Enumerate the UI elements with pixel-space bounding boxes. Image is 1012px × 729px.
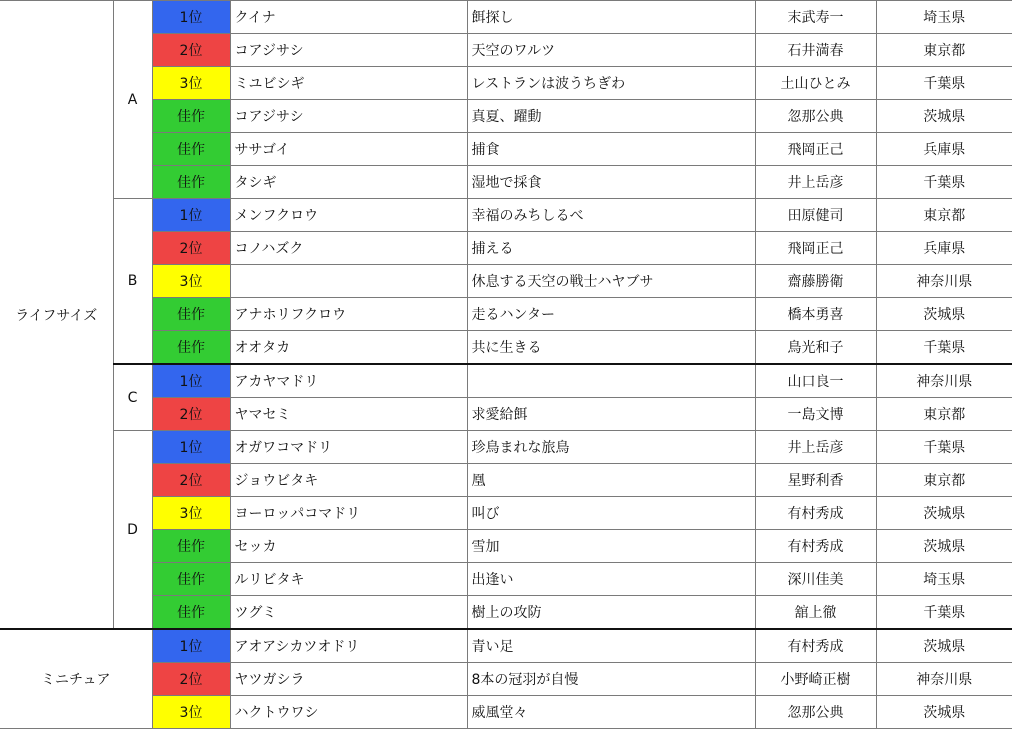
table-row (0, 596, 1012, 630)
author-cell: 鳥光和子 (755, 331, 876, 365)
table-row (0, 629, 1012, 663)
table-row (0, 497, 1012, 530)
rank-cell: 1位 (152, 199, 230, 232)
rank-cell: 3位 (152, 67, 230, 100)
prefecture-cell: 千葉県 (876, 166, 1012, 199)
table-row (0, 232, 1012, 265)
rank-cell: 1位 (152, 629, 230, 663)
rank-cell: 3位 (152, 696, 230, 729)
species-cell: ヤマセミ (230, 398, 467, 431)
species-cell: オガワコマドリ (230, 431, 467, 464)
species-cell: ツグミ (230, 596, 467, 630)
table-row (0, 298, 1012, 331)
species-cell: ミユビシギ (230, 67, 467, 100)
prefecture-cell: 埼玉県 (876, 563, 1012, 596)
rank-cell: 3位 (152, 265, 230, 298)
prefecture-cell: 千葉県 (876, 67, 1012, 100)
author-cell: 齋藤勝衛 (755, 265, 876, 298)
author-cell: 井上岳彦 (755, 431, 876, 464)
prefecture-cell: 埼玉県 (876, 1, 1012, 34)
rank-cell: 佳作 (152, 100, 230, 133)
table-row (0, 67, 1012, 100)
title-cell: 威風堂々 (467, 696, 755, 729)
title-cell: 餌探し (467, 1, 755, 34)
species-cell: アオアシカツオドリ (230, 629, 467, 663)
species-cell: ヨーロッパコマドリ (230, 497, 467, 530)
prefecture-cell: 兵庫県 (876, 133, 1012, 166)
prefecture-cell: 東京都 (876, 199, 1012, 232)
rank-cell: 1位 (152, 364, 230, 398)
table-row (0, 331, 1012, 365)
table-row (0, 1, 1012, 34)
title-cell: 天空のワルツ (467, 34, 755, 67)
table-row (0, 100, 1012, 133)
rank-cell: 1位 (152, 1, 230, 34)
prefecture-cell: 東京都 (876, 398, 1012, 431)
rank-cell: 1位 (152, 431, 230, 464)
title-cell: 青い足 (467, 629, 755, 663)
title-cell: 共に生きる (467, 331, 755, 365)
rank-cell: 2位 (152, 398, 230, 431)
author-cell: 石井満春 (755, 34, 876, 67)
species-cell: コアジサシ (230, 34, 467, 67)
rank-cell: 3位 (152, 497, 230, 530)
species-cell: クイナ (230, 1, 467, 34)
table-row (0, 364, 1012, 398)
prefecture-cell: 千葉県 (876, 596, 1012, 630)
prefecture-cell: 茨城県 (876, 100, 1012, 133)
species-cell: コノハズク (230, 232, 467, 265)
author-cell: 有村秀成 (755, 530, 876, 563)
rank-cell: 佳作 (152, 563, 230, 596)
title-cell: 凰 (467, 464, 755, 497)
author-cell: 飛岡正己 (755, 133, 876, 166)
prefecture-cell: 千葉県 (876, 331, 1012, 365)
category-label: ライフサイズ (0, 1, 113, 630)
title-cell: 雪加 (467, 530, 755, 563)
rank-cell: 佳作 (152, 166, 230, 199)
rank-cell: 2位 (152, 464, 230, 497)
author-cell: 有村秀成 (755, 497, 876, 530)
author-cell: 飛岡正己 (755, 232, 876, 265)
prefecture-cell: 神奈川県 (876, 265, 1012, 298)
species-cell: ハクトウワシ (230, 696, 467, 729)
table-row (0, 696, 1012, 729)
table-row (0, 464, 1012, 497)
table-row (0, 431, 1012, 464)
prefecture-cell: 茨城県 (876, 696, 1012, 729)
title-cell: 出逢い (467, 563, 755, 596)
prefecture-cell: 茨城県 (876, 530, 1012, 563)
title-cell: 樹上の攻防 (467, 596, 755, 630)
author-cell: 一島文博 (755, 398, 876, 431)
author-cell: 井上岳彦 (755, 166, 876, 199)
species-cell: ヤツガシラ (230, 663, 467, 696)
rank-cell: 2位 (152, 34, 230, 67)
title-cell: 湿地で採食 (467, 166, 755, 199)
author-cell: 有村秀成 (755, 629, 876, 663)
species-cell: ルリビタキ (230, 563, 467, 596)
species-cell: タシギ (230, 166, 467, 199)
author-cell: 舘上徹 (755, 596, 876, 630)
species-cell: アナホリフクロウ (230, 298, 467, 331)
author-cell: 星野利香 (755, 464, 876, 497)
title-cell: 幸福のみちしるべ (467, 199, 755, 232)
rank-cell: 佳作 (152, 596, 230, 630)
title-cell: 叫び (467, 497, 755, 530)
author-cell: 土山ひとみ (755, 67, 876, 100)
author-cell: 田原健司 (755, 199, 876, 232)
rank-cell: 佳作 (152, 530, 230, 563)
table-row (0, 530, 1012, 563)
prefecture-cell: 神奈川県 (876, 364, 1012, 398)
species-cell: ジョウビタキ (230, 464, 467, 497)
table-row (0, 265, 1012, 298)
species-cell: オオタカ (230, 331, 467, 365)
table-row (0, 133, 1012, 166)
table-row (0, 398, 1012, 431)
group-label: A (113, 1, 152, 199)
rank-cell: 佳作 (152, 298, 230, 331)
prefecture-cell: 兵庫県 (876, 232, 1012, 265)
author-cell: 小野崎正樹 (755, 663, 876, 696)
group-label: C (113, 364, 152, 431)
prefecture-cell: 東京都 (876, 464, 1012, 497)
species-cell: コアジサシ (230, 100, 467, 133)
prefecture-cell: 東京都 (876, 34, 1012, 67)
table-row (0, 199, 1012, 232)
title-cell: 珍鳥まれな旅鳥 (467, 431, 755, 464)
title-cell: 捕える (467, 232, 755, 265)
prefecture-cell: 神奈川県 (876, 663, 1012, 696)
author-cell: 山口良一 (755, 364, 876, 398)
prefecture-cell: 千葉県 (876, 431, 1012, 464)
group-label: B (113, 199, 152, 365)
rank-cell: 佳作 (152, 331, 230, 365)
results-table-body (0, 1, 1012, 729)
species-cell: アカヤマドリ (230, 364, 467, 398)
author-cell: 忽那公典 (755, 100, 876, 133)
table-row (0, 166, 1012, 199)
title-cell: 8本の冠羽が自慢 (467, 663, 755, 696)
author-cell: 橋本勇喜 (755, 298, 876, 331)
rank-cell: 2位 (152, 663, 230, 696)
title-cell (467, 364, 755, 398)
prefecture-cell: 茨城県 (876, 298, 1012, 331)
title-cell: 休息する天空の戦士ハヤブサ (467, 265, 755, 298)
title-cell: 捕食 (467, 133, 755, 166)
table-row (0, 34, 1012, 67)
rank-cell: 2位 (152, 232, 230, 265)
rank-cell: 佳作 (152, 133, 230, 166)
species-cell: メンフクロウ (230, 199, 467, 232)
prefecture-cell: 茨城県 (876, 629, 1012, 663)
species-cell (230, 265, 467, 298)
category-label: ミニチュア (0, 629, 152, 729)
species-cell: ササゴイ (230, 133, 467, 166)
author-cell: 末武寿一 (755, 1, 876, 34)
table-row (0, 563, 1012, 596)
group-label: D (113, 431, 152, 630)
title-cell: レストランは波うちぎわ (467, 67, 755, 100)
table-row (0, 663, 1012, 696)
title-cell: 真夏、躍動 (467, 100, 755, 133)
title-cell: 求愛給餌 (467, 398, 755, 431)
author-cell: 忽那公典 (755, 696, 876, 729)
species-cell: セッカ (230, 530, 467, 563)
prefecture-cell: 茨城県 (876, 497, 1012, 530)
title-cell: 走るハンター (467, 298, 755, 331)
author-cell: 深川佳美 (755, 563, 876, 596)
